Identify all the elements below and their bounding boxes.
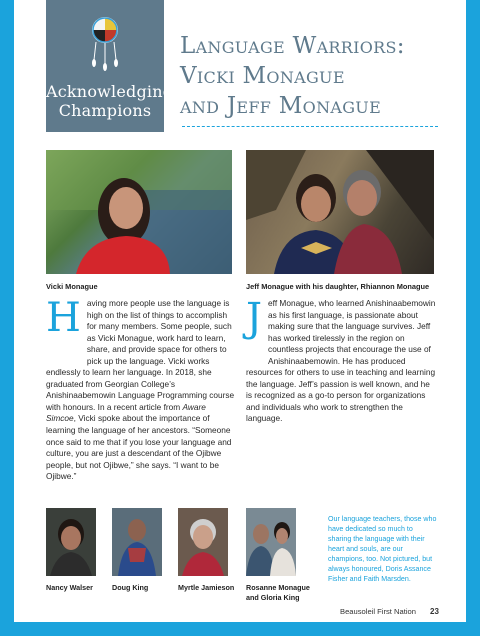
dropcap-j: J [246,295,263,341]
rosanne-monague-caption: Rosanne Monague [246,583,310,592]
article-column-left [46,295,236,483]
vicki-text-part1: aving more people use the language is high on the list of things to accomplish for many members. Some people, such as Vicki Monague, work hard to learn, share, and provide space for others to pick up the language. Vicki works endlessly to learn her language. In 2018, she graduated from Georgian College’s Anishinaabemowin Language Programming course with honours. In a recent article from [46,298,235,412]
myrtle-jamieson-caption: Myrtle Jamieson [178,583,235,592]
gloria-king-caption: and Gloria King [246,593,300,602]
vicki-text-italic: Aware Simcoe [46,401,206,424]
vicki-photo-caption: Vicki Monague [46,282,98,291]
footer-publication: Beausoleil First Nation [340,607,416,616]
badge-title-line2: Champions [58,101,152,120]
vicki-monague-photo [46,150,232,274]
jeff-monague-photo [246,150,434,274]
vicki-text-part2: , Vicki spoke about the importance of learning the language of her ancestors. “Someone once said to me that if you lose your language and culture, you are just a descendant of the Ojibwe people, but not Ojibwe,” she says. “I want to be Ojibwe.” [46,413,232,482]
article-title-line2: Vicki Monague [180,63,345,89]
badge-title-line1: Acknowledging [46,82,174,101]
doug-king-photo [112,508,162,576]
champions-quote: Our language teachers, those who have dedicated so much to sharing the language with their heart and souls, are our champions, too. Not pictured, but always honoured, Doris Assance Fisher and Faith Marsden. [328,515,437,583]
title-divider [182,126,438,127]
article-column-right [246,295,436,425]
jeff-paragraph: eff Monague, who learned Anishinaabemowin as his first language, is passionate about making sure that the language survives. Jeff has worked tirelessly in the region on countless projects that encourage the use of Anishinaabemowin. He has produced resources for others to use in teaching and learning the language. Jeff’s passion is well known, and he is recognized as a go-to person for organizations and individuals who work to strengthen the language. [246,298,436,424]
medicine-wheel-icon [86,16,124,72]
jeff-photo-caption: Jeff Monague with his daughter, Rhiannon Monague [246,282,430,291]
article-title-line3: and Jeff Monague [180,93,382,119]
article-title-line1: Language Warriors: [180,33,405,59]
doug-king-caption: Doug King [112,583,149,592]
dropcap-h: H [46,295,81,341]
section-badge [46,0,174,132]
myrtle-jamieson-photo [178,508,228,576]
page-number: 23 [430,607,439,616]
rosanne-gloria-photo [246,508,296,576]
nancy-walser-caption: Nancy Walser [46,583,93,592]
nancy-walser-photo [46,508,96,576]
